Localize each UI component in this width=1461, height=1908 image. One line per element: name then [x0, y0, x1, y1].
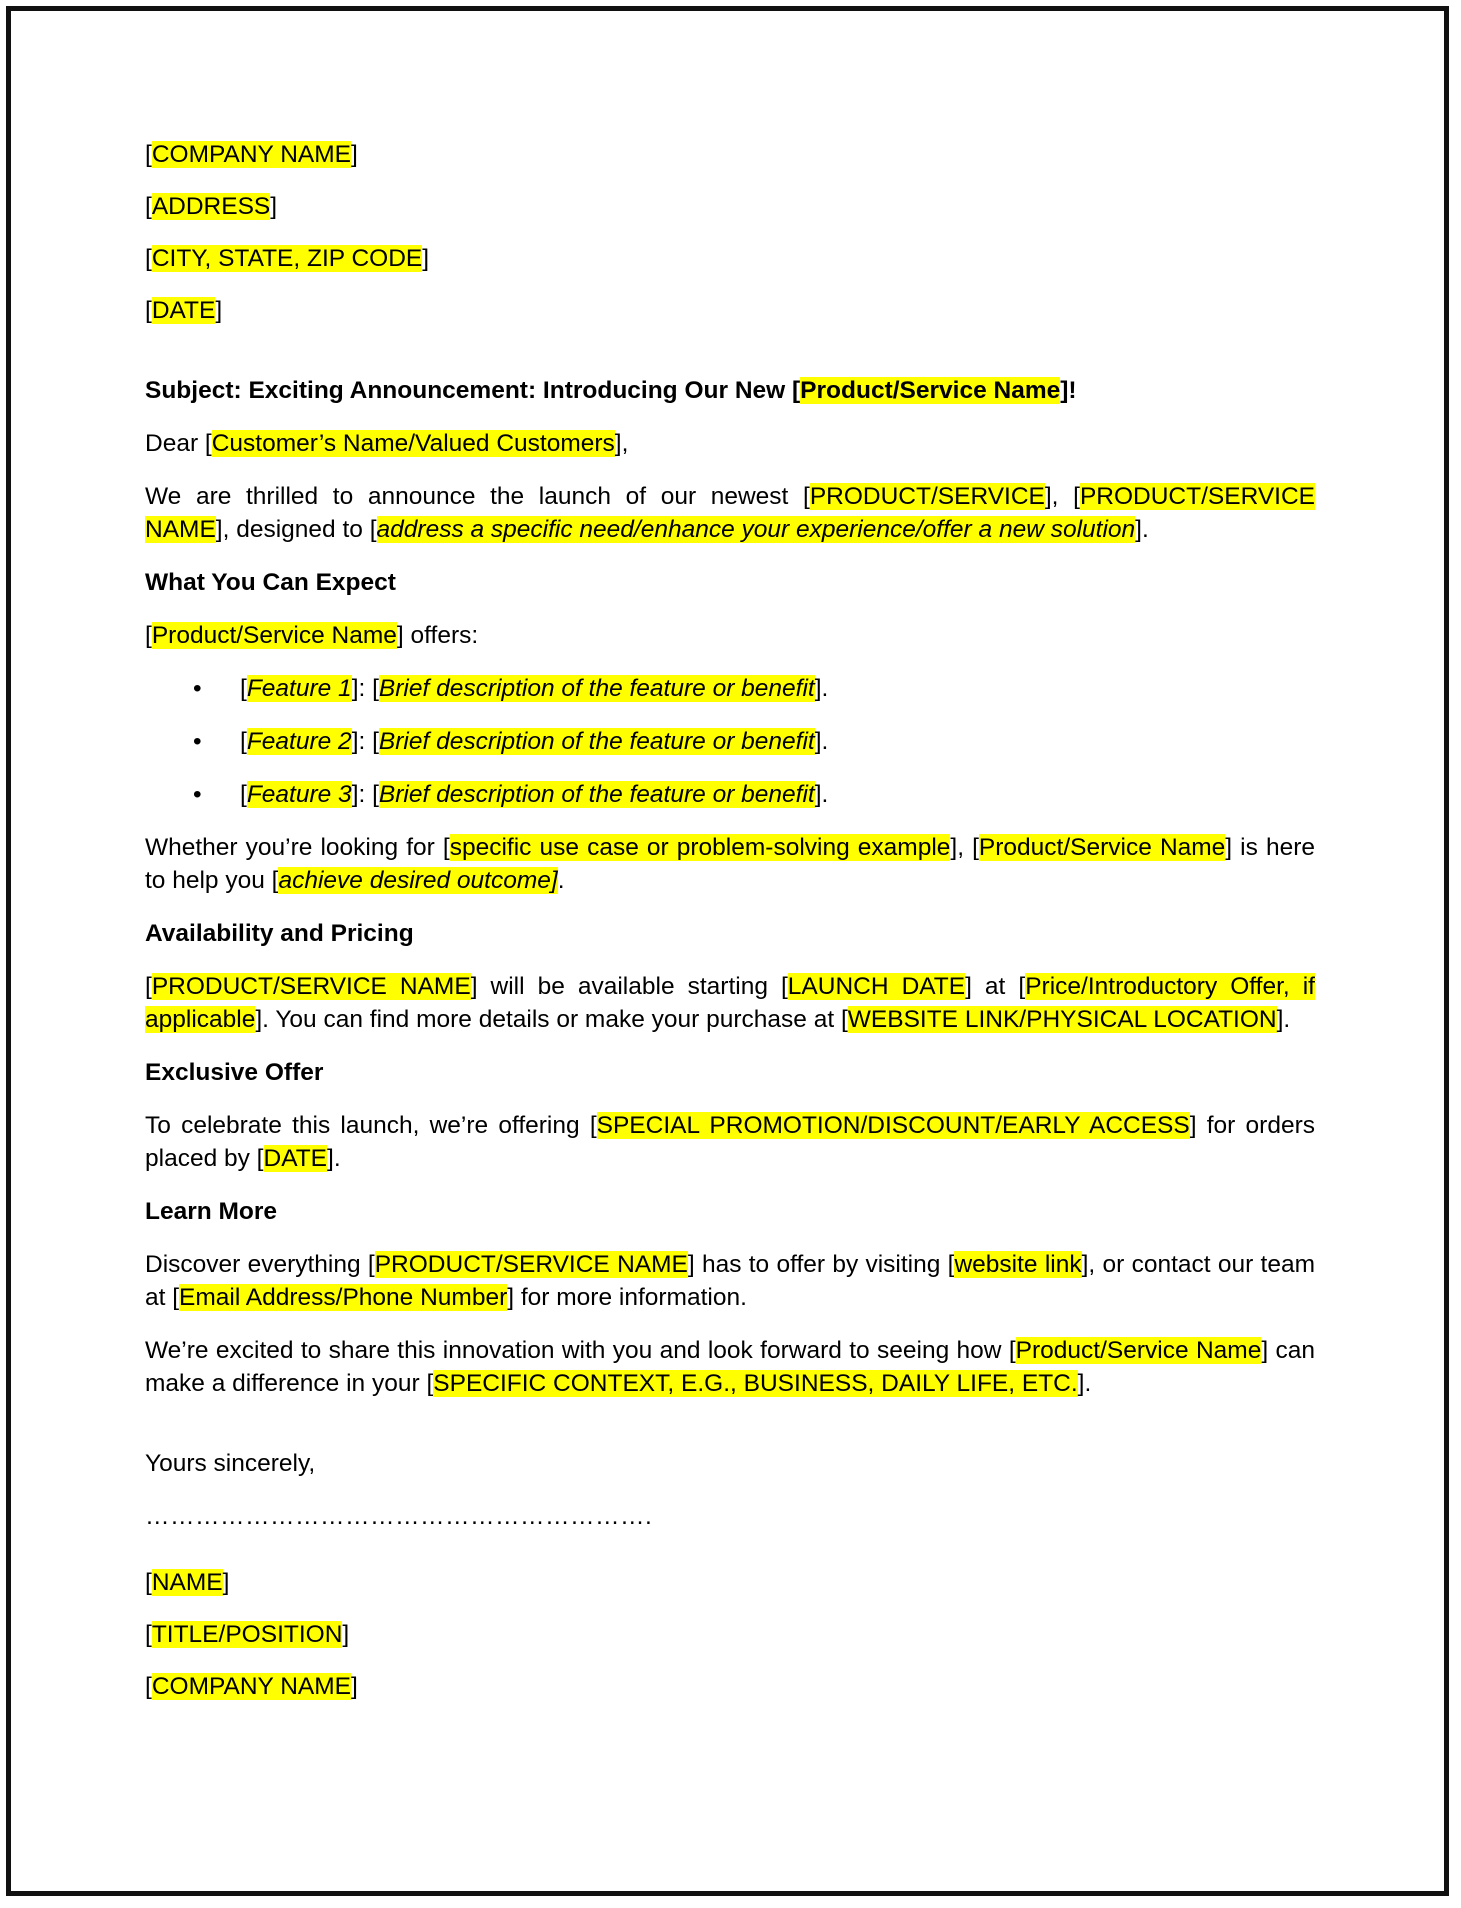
- feature-item: • [Feature 1]: [Brief description of the feature or benefit].: [240, 672, 1315, 705]
- sender-city-state-zip: [CITY, STATE, ZIP CODE]: [145, 245, 430, 272]
- placeholder: achieve desired outcome]: [278, 867, 558, 894]
- sender-address: [ADDRESS]: [145, 193, 278, 220]
- learn-paragraph: Discover everything [PRODUCT/SERVICE NAME] has to offer by visiting [website link], or contact our team at [Email Address/Phone Number] for more information.: [145, 1251, 1316, 1311]
- placeholder: ADDRESS: [151, 193, 271, 220]
- letter-document: [145, 138, 1315, 1722]
- placeholder: Price/Introductory Offer, if applicable: [145, 973, 1315, 1033]
- placeholder: Product/Service Name: [800, 377, 1061, 404]
- whether-paragraph: Whether you’re looking for [specific use case or problem-solving example], [Product/Service Name] is here to help you [achieve desired outcome].: [145, 834, 1315, 894]
- intro-paragraph: We are thrilled to announce the launch of our newest [PRODUCT/SERVICE], [PRODUCT/SERVICE NAME], designed to [address a specific need/enhance your experience/offer a new solution].: [145, 483, 1315, 543]
- placeholder: PRODUCT/SERVICE: [809, 483, 1045, 510]
- placeholder: LAUNCH DATE: [787, 973, 966, 1000]
- placeholder: Brief description of the feature or benefit: [378, 675, 815, 702]
- placeholder: Brief description of the feature or benefit: [378, 781, 815, 808]
- placeholder: DATE: [263, 1145, 328, 1172]
- placeholder: WEBSITE LINK/PHYSICAL LOCATION: [847, 1006, 1277, 1033]
- signoff-title: [TITLE/POSITION]: [145, 1621, 350, 1648]
- placeholder: NAME: [151, 1569, 223, 1596]
- offers-line: [Product/Service Name] offers:: [145, 622, 479, 649]
- feature-item: • [Feature 3]: [Brief description of the feature or benefit].: [240, 778, 1315, 811]
- bullet-icon: •: [193, 781, 202, 808]
- placeholder: Feature 2: [246, 728, 352, 755]
- placeholder: specific use case or problem-solving example: [449, 834, 951, 861]
- signoff-name: [NAME]: [145, 1569, 230, 1596]
- bullet-icon: •: [193, 675, 202, 702]
- placeholder: SPECIAL PROMOTION/DISCOUNT/EARLY ACCESS: [596, 1112, 1190, 1139]
- placeholder: website link: [954, 1251, 1082, 1278]
- subject-line: Subject: Exciting Announcement: Introducing Our New [Product/Service Name]!: [145, 377, 1077, 404]
- placeholder: Product/Service Name: [151, 622, 397, 649]
- placeholder: DATE: [151, 297, 216, 324]
- placeholder: Email Address/Phone Number: [179, 1284, 508, 1311]
- feature-list: [145, 672, 1315, 811]
- offer-paragraph: To celebrate this launch, we’re offering [SPECIAL PROMOTION/DISCOUNT/EARLY ACCESS] for orders placed by [DATE].: [145, 1112, 1315, 1172]
- placeholder: TITLE/POSITION: [151, 1621, 343, 1648]
- placeholder: Brief description of the feature or benefit: [378, 728, 815, 755]
- placeholder: address a specific need/enhance your experience/offer a new solution: [376, 516, 1136, 543]
- feature-item: • [Feature 2]: [Brief description of the feature or benefit].: [240, 725, 1315, 758]
- placeholder: PRODUCT/SERVICE NAME: [145, 483, 1315, 543]
- heading-availability-pricing: Availability and Pricing: [145, 920, 414, 947]
- placeholder: Product/Service Name: [1015, 1337, 1262, 1364]
- placeholder: COMPANY NAME: [151, 1673, 352, 1700]
- greeting: Dear [Customer’s Name/Valued Customers],: [145, 430, 629, 457]
- placeholder: CITY, STATE, ZIP CODE: [151, 245, 423, 272]
- excited-paragraph: We’re excited to share this innovation with you and look forward to seeing how [Product/Service Name] can make a difference in your [SPECIFIC CONTEXT, E.G., BUSINESS, DAILY LIFE, ETC.].: [145, 1337, 1315, 1397]
- placeholder: PRODUCT/SERVICE NAME: [151, 973, 471, 1000]
- placeholder: Product/Service Name: [978, 834, 1226, 861]
- availability-paragraph: [PRODUCT/SERVICE NAME] will be available starting [LAUNCH DATE] at [Price/Introductory Offer, if applicable]. You can find more details or make your purchase at [WEBSITE LINK/PHYSICAL LOCATION].: [145, 973, 1315, 1033]
- heading-what-you-can-expect: What You Can Expect: [145, 569, 396, 596]
- signature-line: …………………………………………………….: [145, 1503, 653, 1530]
- bullet-icon: •: [193, 728, 202, 755]
- signoff-company: [COMPANY NAME]: [145, 1673, 358, 1700]
- placeholder: PRODUCT/SERVICE NAME: [374, 1251, 688, 1278]
- sender-company: [COMPANY NAME]: [145, 141, 358, 168]
- placeholder: SPECIFIC CONTEXT, E.G., BUSINESS, DAILY LIFE, ETC.: [433, 1370, 1078, 1397]
- placeholder: Feature 3: [246, 781, 352, 808]
- sender-date: [DATE]: [145, 297, 223, 324]
- closing: Yours sincerely,: [145, 1450, 316, 1477]
- placeholder: Customer’s Name/Valued Customers: [211, 430, 615, 457]
- placeholder: Feature 1: [246, 675, 352, 702]
- heading-learn-more: Learn More: [145, 1198, 278, 1225]
- heading-exclusive-offer: Exclusive Offer: [145, 1059, 324, 1086]
- placeholder: COMPANY NAME: [151, 141, 352, 168]
